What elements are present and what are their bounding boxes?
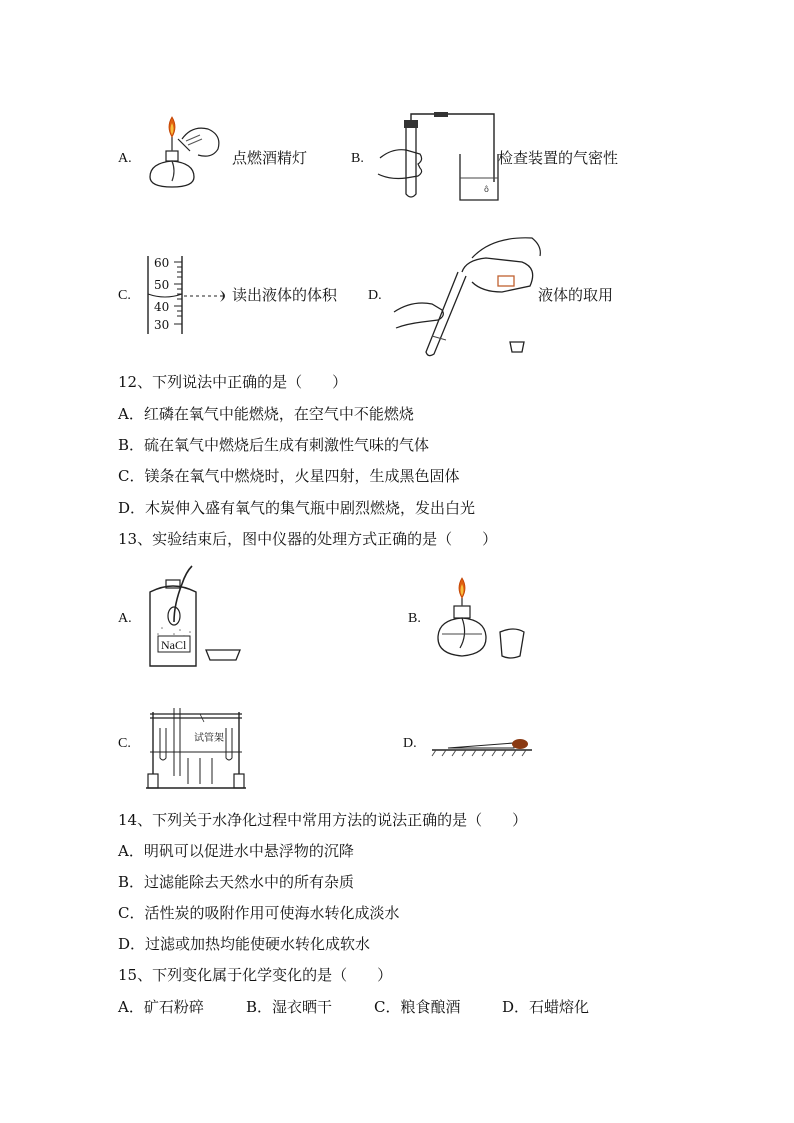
test-tube-rack-figure <box>144 700 250 792</box>
option-a: A．红磷在氧气中能燃烧，在空气中不能燃烧 <box>118 405 414 423</box>
option-letter: B. <box>351 151 364 166</box>
alcohol-lamp-lighting-figure <box>142 115 232 195</box>
test-tube-rack-label: 试管架 <box>194 733 224 744</box>
nacl-label: NaCl <box>161 638 187 652</box>
svg-text:ô: ô <box>484 185 489 194</box>
option-letter: B. <box>408 611 421 626</box>
option-a: A．矿石粉碎 <box>118 998 204 1016</box>
option-c: C．镁条在氧气中燃烧时，火星四射，生成黑色固体 <box>118 467 460 485</box>
option-caption: 点燃酒精灯 <box>232 149 308 167</box>
scale-label: 50 <box>154 278 170 292</box>
option-letter: C. <box>118 288 131 303</box>
scale-label: 40 <box>154 300 170 314</box>
scale-label: 60 <box>154 256 170 270</box>
option-letter: D. <box>403 736 417 751</box>
question-stem: 14、下列关于水净化过程中常用方法的说法正确的是（ ） <box>118 811 528 829</box>
option-letter: C. <box>118 736 131 751</box>
option-c: C．活性炭的吸附作用可使海水转化成淡水 <box>118 904 400 922</box>
option-letter: D. <box>368 288 382 303</box>
option-a: A．明矾可以促进水中悬浮物的沉降 <box>118 842 354 860</box>
option-b: B．湿衣晒干 <box>246 998 333 1016</box>
scale-label: 30 <box>154 318 170 332</box>
option-b: B．过滤能除去天然水中的所有杂质 <box>118 873 355 891</box>
question-stem: 12、下列说法中正确的是（ ） <box>118 373 348 391</box>
option-c: C．粮食酿酒 <box>374 998 461 1016</box>
option-d: D．石蜡熔化 <box>502 998 590 1016</box>
reagent-bottle-spoon-figure <box>144 564 248 672</box>
option-d: D．木炭伸入盛有氧气的集气瓶中剧烈燃烧，发出白光 <box>118 499 476 517</box>
option-letter: A. <box>118 151 132 166</box>
option-caption: 读出液体的体积 <box>232 286 338 304</box>
alcohol-lamp-cap-figure <box>432 576 532 662</box>
question-stem: 13、实验结束后，图中仪器的处理方式正确的是（ ） <box>118 530 498 548</box>
liquid-pouring-figure <box>392 232 542 362</box>
option-caption: 液体的取用 <box>538 286 614 304</box>
option-d: D．过滤或加热均能使硬水转化成软水 <box>118 935 371 953</box>
option-caption: 检查装置的气密性 <box>498 149 619 167</box>
option-letter: A. <box>118 611 132 626</box>
question-stem: 15、下列变化属于化学变化的是（ ） <box>118 966 393 984</box>
option-b: B．硫在氧气中燃烧后生成有刺激性气味的气体 <box>118 436 430 454</box>
dropper-on-table-figure <box>432 734 532 760</box>
airtightness-check-figure <box>376 110 501 205</box>
